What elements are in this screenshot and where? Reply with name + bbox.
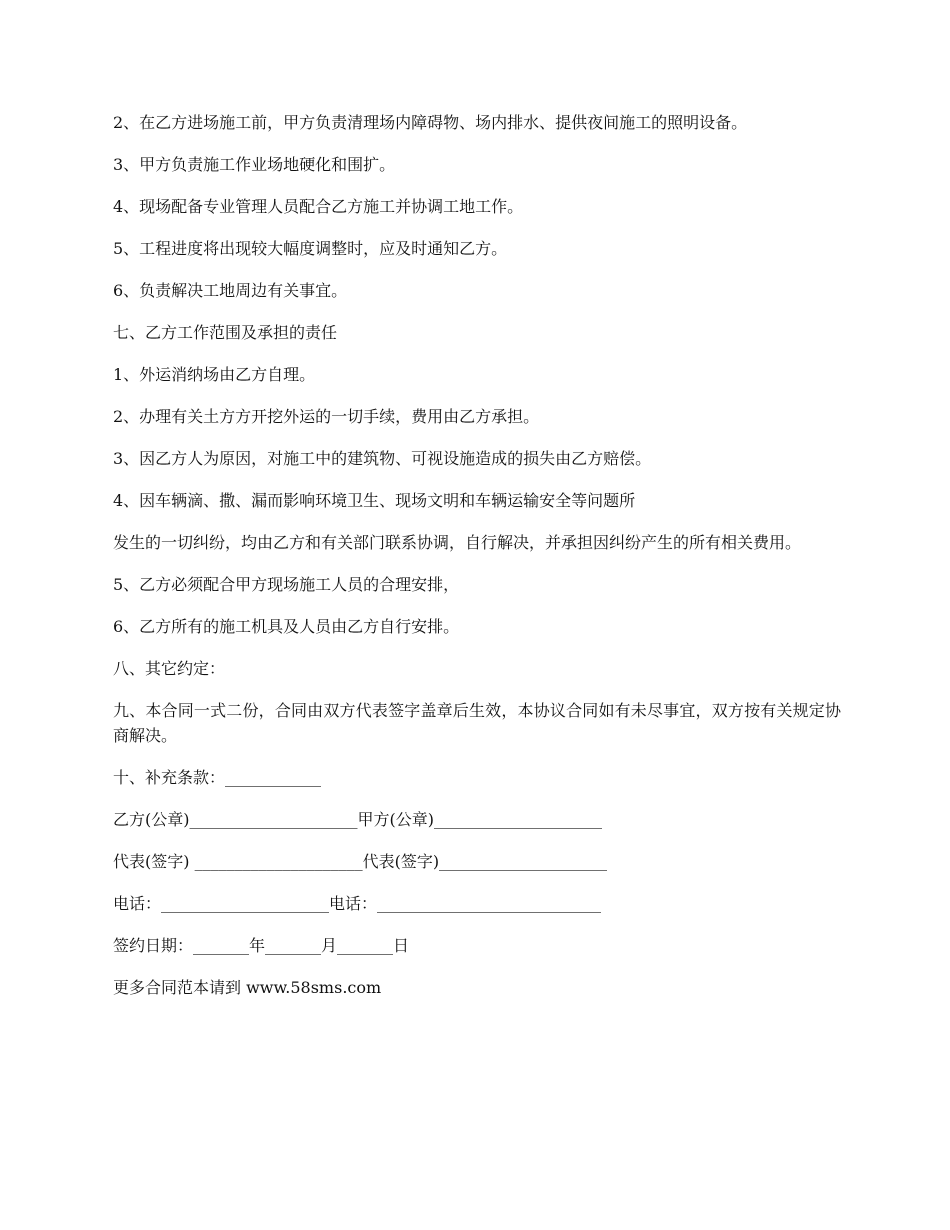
section-10-supplementary: 十、补充条款：____________ — [113, 768, 322, 787]
section-7-heading: 七、乙方工作范围及承担的责任 — [113, 323, 338, 342]
section-9-text: 九、本合同一式二份，合同由双方代表签字盖章后生效，本协议合同如有未尽事宜，双方按有关规定协商解决。 — [113, 701, 841, 745]
signature-seal-line: 乙方(公章)_____________________甲方(公章)_____________________ — [113, 810, 602, 829]
signature-phone-line: 电话：_____________________电话：____________________________ — [113, 894, 602, 913]
section-8-heading: 八、其它约定： — [113, 659, 226, 678]
clause-7-item-1: 1、外运消纳场由乙方自理。 — [113, 365, 316, 384]
document-body — [113, 110, 841, 1017]
clause-7-item-5: 5、乙方必须配合甲方现场施工人员的合理安排， — [113, 575, 460, 594]
clause-7-item-4-continued: 发生的一切纠纷，均由乙方和有关部门联系协调，自行解决，并承担因纠纷产生的所有相关费用。 — [113, 533, 802, 552]
clause-6-item-2: 2、在乙方进场施工前，甲方负责清理场内障碍物、场内排水、提供夜间施工的照明设备。 — [113, 113, 748, 132]
clause-7-item-2: 2、办理有关土方方开挖外运的一切手续，费用由乙方承担。 — [113, 407, 540, 426]
clause-7-item-4: 4、因车辆滴、撒、漏而影响环境卫生、现场文明和车辆运输安全等问题所 — [113, 491, 636, 510]
clause-6-item-3: 3、甲方负责施工作业场地硬化和围扩。 — [113, 155, 396, 174]
clause-6-item-4: 4、现场配备专业管理人员配合乙方施工并协调工地工作。 — [113, 197, 524, 216]
footer-more-templates: 更多合同范本请到 www.58sms.com — [113, 978, 382, 997]
signature-date-line: 签约日期：_______年_______月_______日 — [113, 936, 410, 955]
signature-representative-line: 代表(签字) _____________________代表(签字)_____________________ — [113, 852, 608, 871]
clause-6-item-5: 5、工程进度将出现较大幅度调整时，应及时通知乙方。 — [113, 239, 508, 258]
clause-6-item-6: 6、负责解决工地周边有关事宜。 — [113, 281, 348, 300]
clause-7-item-3: 3、因乙方人为原因，对施工中的建筑物、可视设施造成的损失由乙方赔偿。 — [113, 449, 652, 468]
clause-7-item-6: 6、乙方所有的施工机具及人员由乙方自行安排。 — [113, 617, 460, 636]
